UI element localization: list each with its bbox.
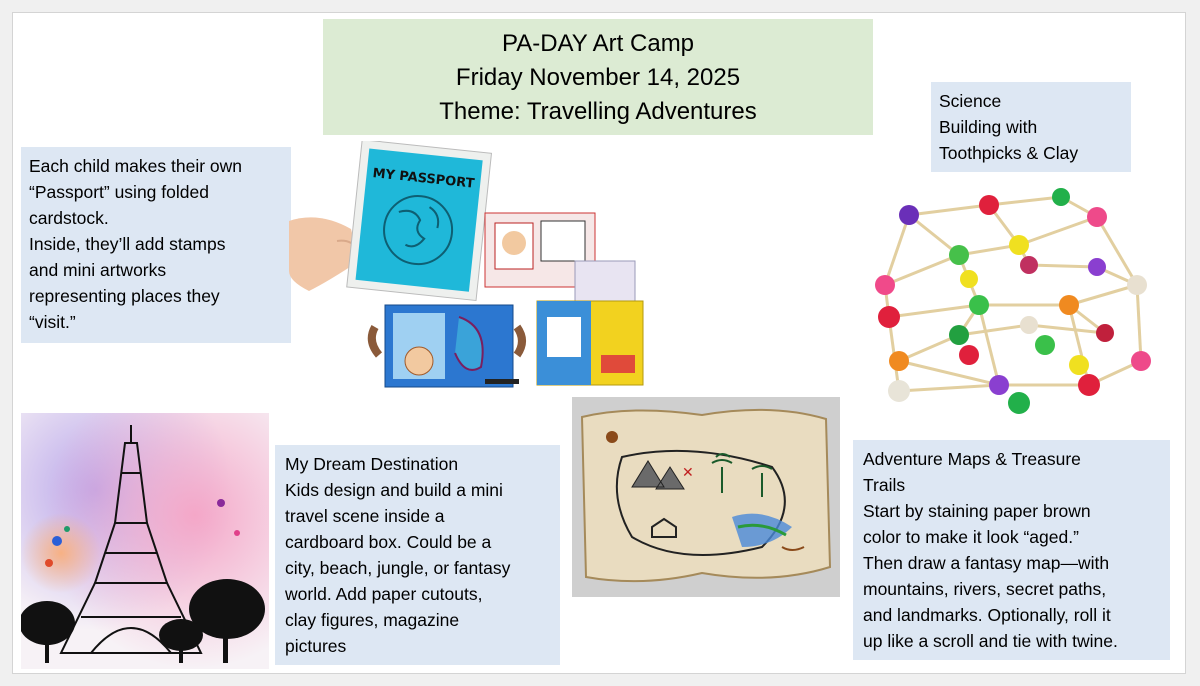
adventure-maps-box — [853, 440, 1170, 660]
dream-line: pictures — [285, 636, 347, 656]
passport-line: “visit.” — [29, 312, 76, 332]
passport-line: Each child makes their own — [29, 156, 243, 176]
maps-line: Adventure Maps & Treasure — [863, 449, 1081, 469]
title-box — [323, 19, 873, 135]
treasure-map-photo — [572, 397, 840, 597]
maps-line: color to make it look “aged.” — [863, 527, 1079, 547]
passport-cover-text: MY PASSPORT — [371, 166, 476, 192]
title-line-3: Theme: Travelling Adventures — [439, 98, 757, 125]
science-line: Building with — [939, 117, 1038, 137]
science-caption-box — [931, 82, 1131, 172]
dream-line: My Dream Destination — [285, 454, 459, 474]
svg-text:✕: ✕ — [682, 465, 694, 481]
toothpick-clay-structure-photo — [869, 185, 1169, 425]
maps-line: Then draw a fantasy map—with — [863, 553, 1110, 573]
title-line-1: PA-DAY Art Camp — [501, 30, 695, 57]
passport-line: Inside, they’ll add stamps — [29, 234, 226, 254]
dream-line: Kids design and build a mini — [285, 480, 503, 500]
maps-line: mountains, rivers, secret paths, — [863, 579, 1107, 599]
maps-line: and landmarks. Optionally, roll it — [863, 605, 1111, 625]
dream-line: travel scene inside a — [285, 506, 445, 526]
slide — [12, 12, 1186, 674]
maps-line: Trails — [863, 475, 906, 495]
science-line: Science — [939, 91, 1002, 111]
title-line-2: Friday November 14, 2025 — [455, 64, 741, 91]
maps-line: Start by staining paper brown — [863, 501, 1091, 521]
passport-line: representing places they — [29, 286, 220, 306]
passport-line: cardstock. — [29, 208, 109, 228]
maps-line: up like a scroll and tie with twine. — [863, 631, 1118, 651]
dream-line: city, beach, jungle, or fantasy — [285, 558, 511, 578]
passport-craft-photo — [289, 141, 649, 391]
dream-line: clay figures, magazine — [285, 610, 460, 630]
dream-line: cardboard box. Could be a — [285, 532, 492, 552]
passport-line: and mini artworks — [29, 260, 167, 280]
dream-destination-box — [275, 445, 560, 665]
dream-line: world. Add paper cutouts, — [285, 584, 483, 604]
eiffel-tower-watercolor-art — [21, 413, 269, 669]
passport-line: “Passport” using folded — [29, 182, 209, 202]
science-line: Toothpicks & Clay — [939, 143, 1079, 163]
passport-description-box — [21, 147, 291, 343]
